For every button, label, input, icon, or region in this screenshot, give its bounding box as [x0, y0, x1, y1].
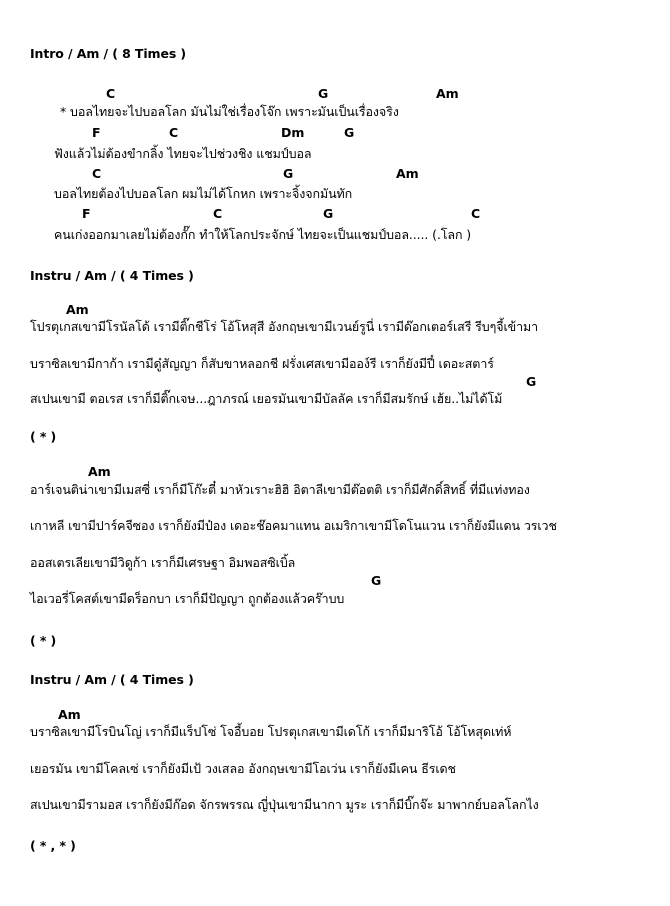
chord-g: G — [371, 573, 382, 588]
chord-c: C — [106, 86, 116, 101]
verse3-lyric-2: เยอรมัน เขามีโคลเซ่ เราก็ยังมีเป้ วงเสลอ อังกฤษเขามีโอเว่น เราก็ยังมีเคน ธีรเดช — [30, 761, 456, 776]
chord-c: C — [471, 206, 481, 221]
verse2-lyric-3: ออสเตรเลียเขามีวิดูก้า เราก็มีเศรษฐา อิมพอสซิเบิ้ล — [30, 555, 296, 570]
chord-c: C — [92, 166, 102, 181]
intro-heading: Intro / Am / ( 8 Times ) — [30, 46, 187, 61]
chord-g: G — [526, 374, 537, 389]
chord-g: G — [283, 166, 294, 181]
verse1-lyric-1: โปรตุเกสเขามีโรนัลโด้ เรามีติ๊กชีโร่ โอ้โหสุสี อังกฤษเขามีเวนย์รูนี่ เรามีด๊อกเตอร์เสรี รีบๆจี้เข้ามา — [30, 319, 539, 334]
chord-c: C — [169, 125, 179, 140]
verse1-lyric-3: สเปนเขามี ตอเรส เราก็มีติ๊กเจษ...ฎาภรณ์ เยอรมันเขามีบัลลัค เราก็มีสมรักษ์ เฮ้ย..ไม่ได้โม้ — [30, 391, 503, 406]
verse3-lyric-3: สเปนเขามีรามอส เราก็ยังมีก๊อด จักรพรรณ ญี่ปุ่นเขามีนากา มูระ เราก็มีบิ๊กจ๊ะ มาพากย์บอลโลกไง — [30, 797, 539, 812]
chorus-reference-3: ( * , * ) — [30, 838, 76, 853]
chord-am: Am — [436, 86, 459, 101]
chorus-reference-2: ( * ) — [30, 633, 57, 648]
chord-c: C — [213, 206, 223, 221]
chorus-lyric-1: * บอลไทยจะไปบอลโลก มันไม่ใช่เรื่องโจ๊ก เพราะมันเป็นเรื่องจริง — [60, 104, 399, 119]
verse2-lyric-1: อาร์เจนติน่าเขามีเมสซี่ เราก็มีโก๊ะตี๋ มาหัวเราะฮิฮิ อิตาลีเขามีต๊อตติ เราก็มีศักดิ์สิทธิ์ ที่มีแท่งทอง — [30, 482, 530, 497]
chorus-lyric-2: ฟังแล้วไม่ต้องขำกลิ้ง ไทยจะไปช่วงชิง แชมป์บอล — [54, 146, 312, 161]
chorus-lyric-3: บอลไทยต้องไปบอลโลก ผมไม่ได้โกหก เพราะจิ้งจกมันทัก — [54, 186, 353, 201]
chord-dm: Dm — [281, 125, 305, 140]
chord-am: Am — [58, 707, 81, 722]
instru-heading-2: Instru / Am / ( 4 Times ) — [30, 672, 194, 687]
verse1-lyric-2: บราซิลเขามีกาก้า เรามีดู๋สัญญา ก็สับขาหลอกชี ฝรั่งเศสเขามีออง์รี เราก็ยังมีปี๋ เดอะสตาร์ — [30, 356, 494, 371]
chord-f: F — [92, 125, 101, 140]
chorus-lyric-4: คนเก่งออกมาเลยไม่ต้องกั๊ก ทำให้โลกประจักษ์ ไทยจะเป็นแชมป์บอล..... (.โลก ) — [54, 227, 472, 242]
chord-g: G — [323, 206, 334, 221]
chord-g: G — [344, 125, 355, 140]
verse2-lyric-4: ไอเวอรี่โคสต์เขามีดร็อกบา เราก็มีปัญญา ถูกต้องแล้วคร๊าบบ — [30, 591, 345, 606]
chord-g: G — [318, 86, 329, 101]
verse3-lyric-1: บราซิลเขามีโรบินโญ่ เราก็มีแร็ปโซ่ โจอี้บอย โปรตุเกสเขามีเดโก้ เราก็มีมาริโอ้ โอ้โหสุดเท่ห์ — [30, 724, 512, 739]
chord-am: Am — [88, 464, 111, 479]
instru-heading-1: Instru / Am / ( 4 Times ) — [30, 268, 194, 283]
chord-am: Am — [396, 166, 419, 181]
chord-f: F — [82, 206, 91, 221]
chorus-reference-1: ( * ) — [30, 429, 57, 444]
chord-am: Am — [66, 302, 89, 317]
verse2-lyric-2: เกาหลี เขามีปาร์คจีซอง เราก็ยังมีป๋อง เดอะช๊อคมาแทน อเมริกาเขามีโดโนแวน เราก็ยังมีแดน วรเวช — [30, 518, 557, 533]
